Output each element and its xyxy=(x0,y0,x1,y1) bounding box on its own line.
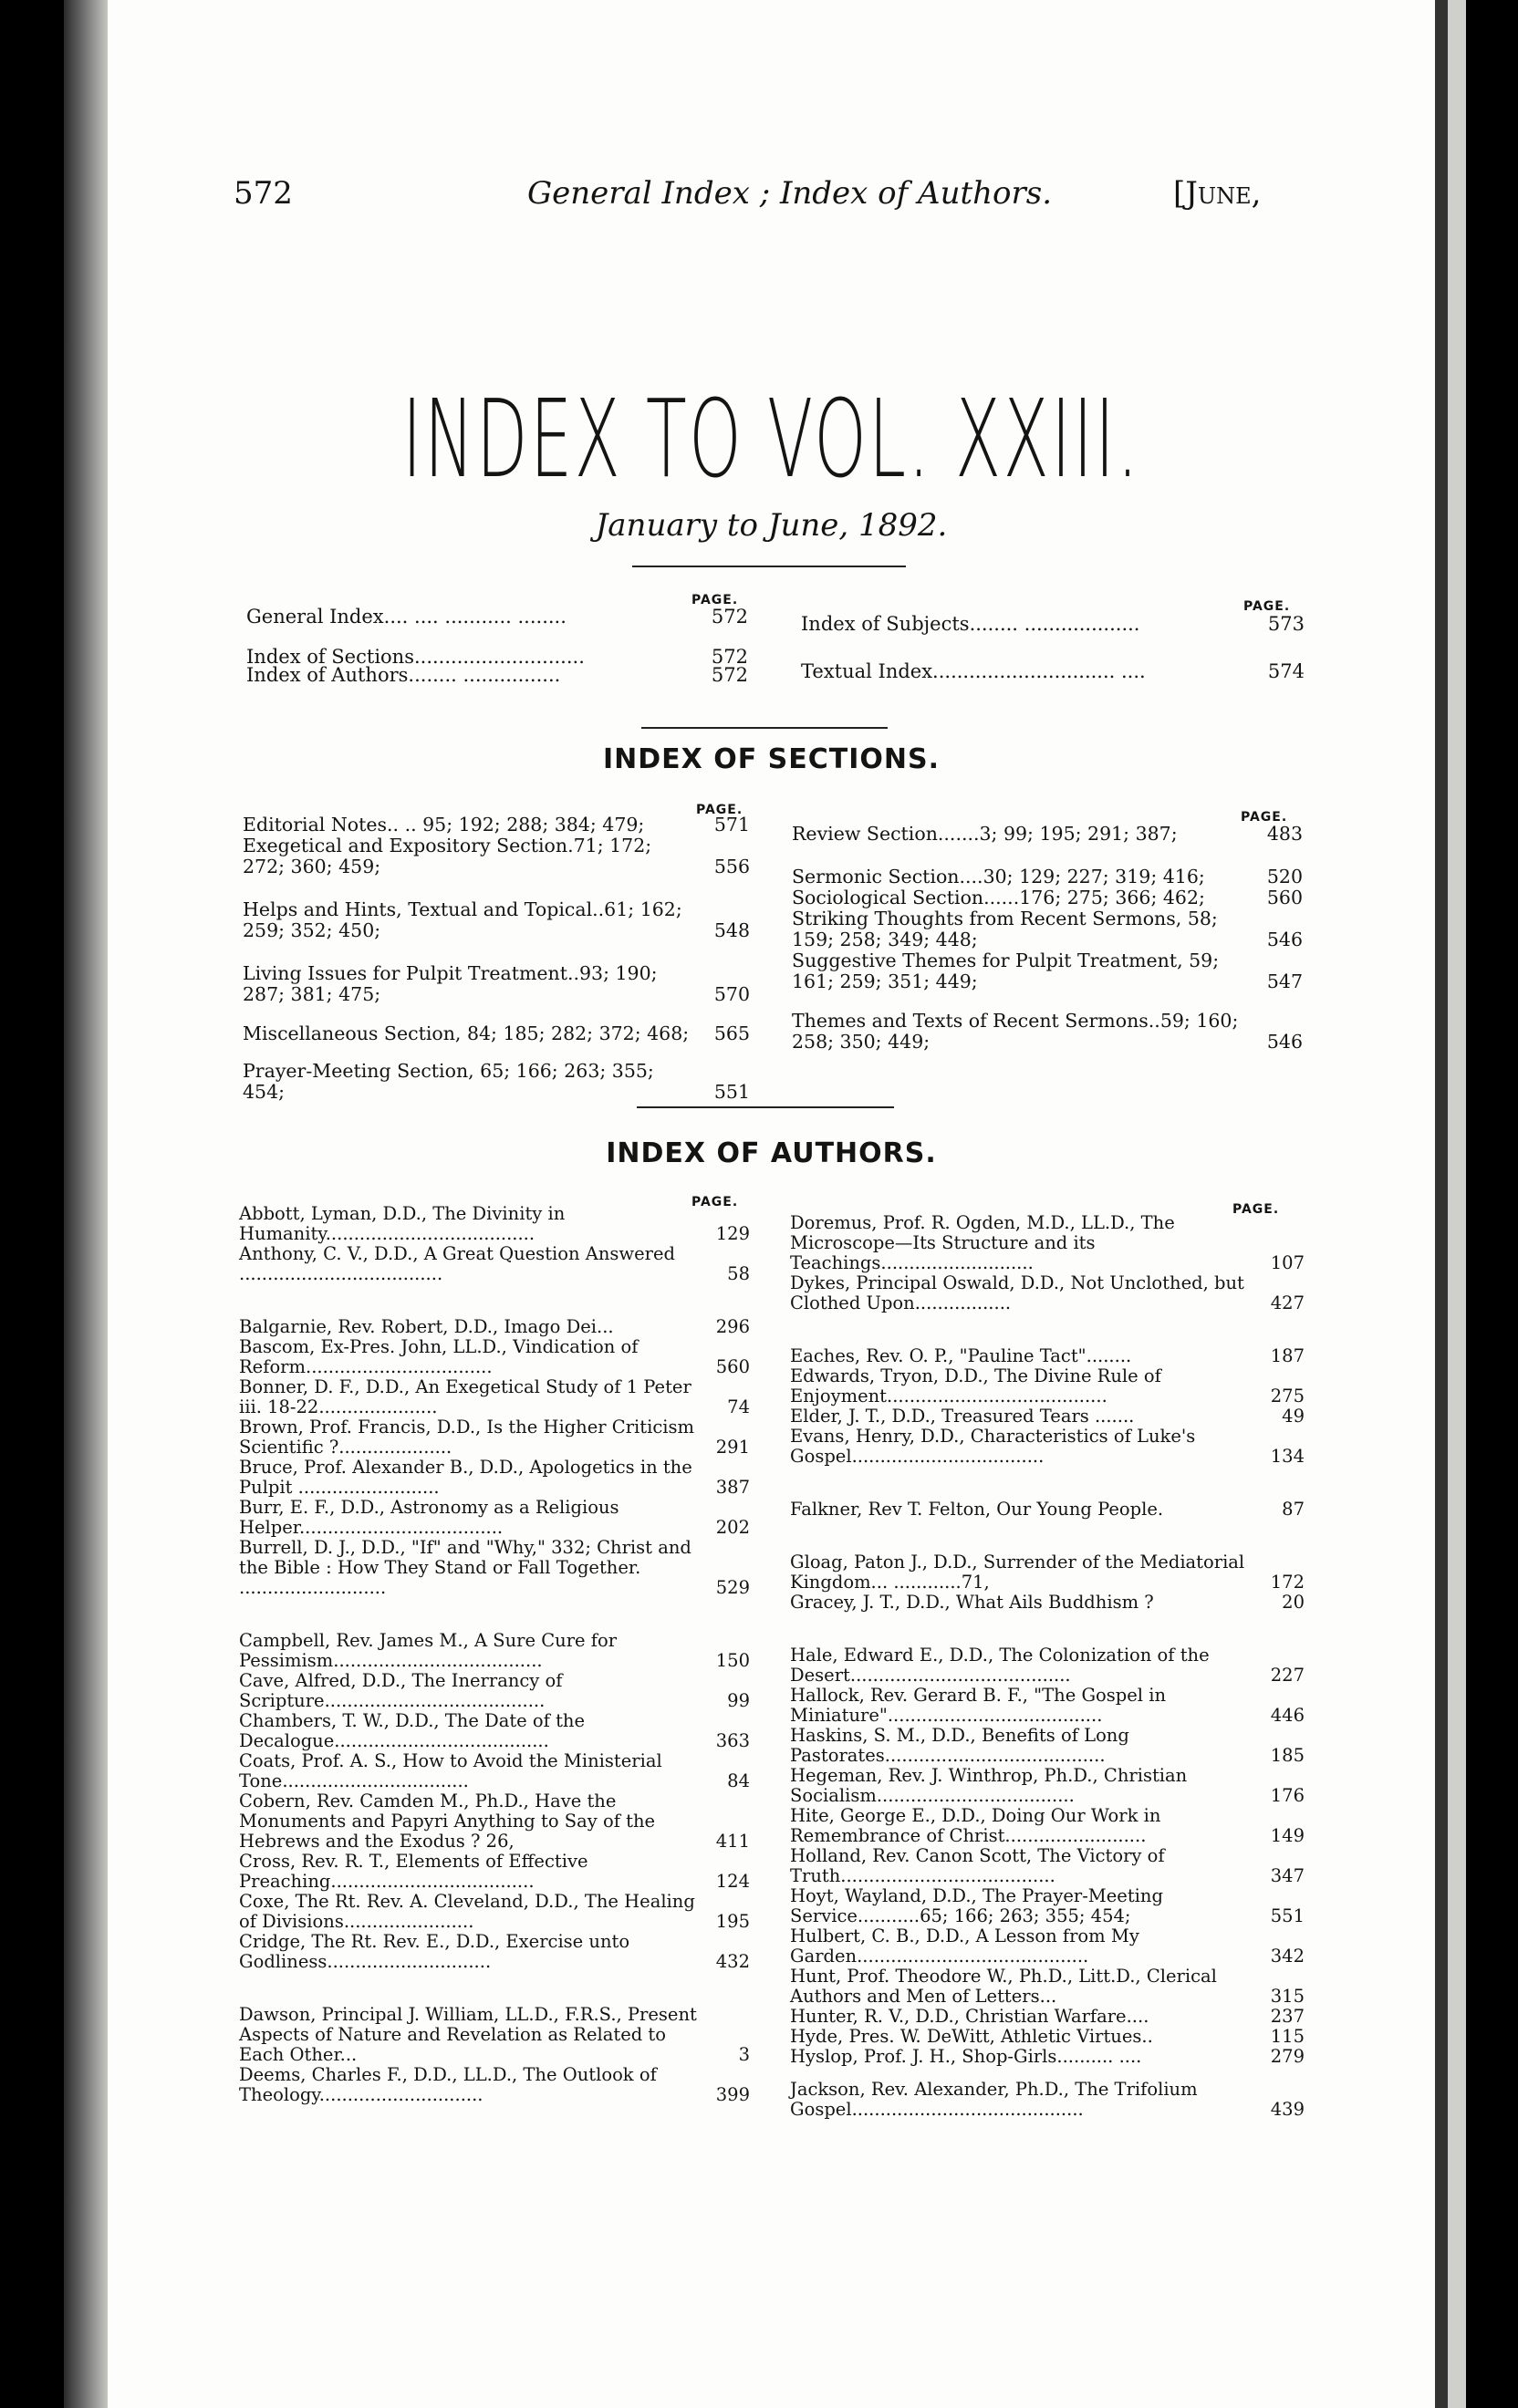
contents-entry: Index of Sections............................ 572 xyxy=(246,646,748,668)
author-entry: Falkner, Rev T. Felton, Our Young People. 87 xyxy=(790,1499,1305,1520)
contents-right xyxy=(801,611,1305,684)
author-entry: Hunt, Prof. Theodore W., Ph.D., Litt.D., Clerical Authors and Men of Letters... 315 xyxy=(790,1966,1305,2007)
author-entry: Hunter, R. V., D.D., Christian Warfare.... 237 xyxy=(790,2006,1305,2027)
author-entry: Chambers, T. W., D.D., The Date of the Decalogue...................................... 363 xyxy=(239,1710,750,1751)
running-head-title: General Index ; Index of Authors. xyxy=(527,175,1053,212)
author-entry: Doremus, Prof. R. Ogden, M.D., LL.D., The Microscope—Its Structure and its Teachings........................... 107 xyxy=(790,1212,1305,1273)
author-entry: Hite, George E., D.D., Doing Our Work in Remembrance of Christ......................... 149 xyxy=(790,1805,1305,1846)
divider xyxy=(641,727,888,729)
author-entry: Bascom, Ex-Pres. John, LL.D., Vindication of Reform................................. 560 xyxy=(239,1336,750,1377)
author-entry: Gracey, J. T., D.D., What Ails Buddhism ? 20 xyxy=(790,1592,1305,1613)
sections-left xyxy=(243,815,750,1103)
author-entry: Edwards, Tryon, D.D., The Divine Rule of Enjoyment....................................... 275 xyxy=(790,1365,1305,1406)
author-entry: Hallock, Rev. Gerard B. F., "The Gospel in Miniature"...................................... 446 xyxy=(790,1685,1305,1726)
section-entry: Exegetical and Expository Section.71; 172; 272; 360; 459; 556 xyxy=(243,835,750,877)
author-entry: Hyde, Pres. W. DeWitt, Athletic Virtues.. 115 xyxy=(790,2026,1305,2047)
sections-right xyxy=(792,824,1303,1053)
authors-right xyxy=(790,1213,1305,2120)
author-entry: Cobern, Rev. Camden M., Ph.D., Have the Monuments and Papyri Anything to Say of the Hebrews and the Exodus ? 26, 411 xyxy=(239,1790,750,1852)
author-entry: Burrell, D. J., D.D., "If" and "Why," 332; Christ and the Bible : How They Stand or Fall Together. .......................... 529 xyxy=(239,1537,750,1598)
section-entry: Prayer-Meeting Section, 65; 166; 263; 355; 454; 551 xyxy=(243,1060,750,1103)
section-entry: Review Section.......3; 99; 195; 291; 387; 483 xyxy=(792,823,1303,845)
contents-left xyxy=(246,604,748,688)
author-entry: Cave, Alfred, D.D., The Inerrancy of Scripture....................................... 99 xyxy=(239,1670,750,1711)
author-entry: Dawson, Principal J. William, LL.D., F.R.S., Present Aspects of Nature and Revelation as Related to Each Other... 3 xyxy=(239,2004,750,2065)
author-entry: Abbott, Lyman, D.D., The Divinity in Humanity..................................... 129 xyxy=(239,1203,750,1244)
section-entry: Suggestive Themes for Pulpit Treatment, 59; 161; 259; 351; 449; 547 xyxy=(792,950,1303,992)
section-entry: Striking Thoughts from Recent Sermons, 58; 159; 258; 349; 448; 546 xyxy=(792,908,1303,950)
author-entry: Holland, Rev. Canon Scott, The Victory of Truth...................................... 347 xyxy=(790,1845,1305,1886)
page-label: PAGE. xyxy=(691,1195,739,1209)
contents-entry: Index of Authors........ ................ 572 xyxy=(246,664,748,686)
author-entry: Hulbert, C. B., D.D., A Lesson from My Garden......................................... 342 xyxy=(790,1925,1305,1967)
section-entry: Sermonic Section....30; 129; 227; 319; 416; 520 xyxy=(792,866,1303,887)
book-page xyxy=(108,0,1435,2408)
page-title: INDEX TO VOL. XXIII. xyxy=(401,376,1141,502)
author-entry: Bruce, Prof. Alexander B., D.D., Apologetics in the Pulpit ......................... 387 xyxy=(239,1457,750,1498)
author-entry: Balgarnie, Rev. Robert, D.D., Imago Dei... 296 xyxy=(239,1316,750,1337)
author-entry: Jackson, Rev. Alexander, Ph.D., The Trifolium Gospel......................................... 439 xyxy=(790,2079,1305,2120)
author-entry: Hale, Edward E., D.D., The Colonization of the Desert....................................... 227 xyxy=(790,1645,1305,1686)
author-entry: Eaches, Rev. O. P., "Pauline Tact"........ 187 xyxy=(790,1345,1305,1366)
page-number: 572 xyxy=(234,175,293,212)
page-label: PAGE. xyxy=(691,593,739,607)
author-entry: Dykes, Principal Oswald, D.D., Not Unclothed, but Clothed Upon................. 427 xyxy=(790,1272,1305,1313)
sections-heading: INDEX OF SECTIONS. xyxy=(602,743,941,775)
author-entry: Anthony, C. V., D.D., A Great Question Answered .................................... 58 xyxy=(239,1243,750,1284)
author-entry: Bonner, D. F., D.D., An Exegetical Study of 1 Peter iii. 18-22..................... 74 xyxy=(239,1376,750,1417)
page-label: PAGE. xyxy=(696,803,743,817)
author-entry: Hyslop, Prof. J. H., Shop-Girls.......... .... 279 xyxy=(790,2046,1305,2067)
page-label: PAGE. xyxy=(1243,599,1291,614)
contents-entry: Textual Index.............................. .... 574 xyxy=(801,660,1305,682)
author-entry: Gloag, Paton J., D.D., Surrender of the Mediatorial Kingdom... ............71, 172 xyxy=(790,1552,1305,1593)
author-entry: Hegeman, Rev. J. Winthrop, Ph.D., Christian Socialism................................... 176 xyxy=(790,1765,1305,1806)
author-entry: Cross, Rev. R. T., Elements of Effective Preaching.................................... 124 xyxy=(239,1851,750,1892)
contents-entry: Index of Subjects........ ................... 573 xyxy=(801,613,1305,635)
author-entry: Elder, J. T., D.D., Treasured Tears ....... 49 xyxy=(790,1406,1305,1427)
author-entry: Evans, Henry, D.D., Characteristics of Luke's Gospel.................................. 134 xyxy=(790,1426,1305,1467)
section-entry: Living Issues for Pulpit Treatment..93; 190; 287; 381; 475; 570 xyxy=(243,962,750,1005)
author-entry: Coxe, The Rt. Rev. A. Cleveland, D.D., The Healing of Divisions....................... 195 xyxy=(239,1891,750,1932)
authors-heading: INDEX OF AUTHORS. xyxy=(606,1137,937,1169)
author-entry: Campbell, Rev. James M., A Sure Cure for Pessimism..................................... 150 xyxy=(239,1630,750,1671)
section-entry: Helps and Hints, Textual and Topical..61; 162; 259; 352; 450; 548 xyxy=(243,898,750,941)
author-entry: Burr, E. F., D.D., Astronomy as a Religious Helper.................................... 202 xyxy=(239,1497,750,1538)
author-entry: Cridge, The Rt. Rev. E., D.D., Exercise unto Godliness............................. 432 xyxy=(239,1931,750,1972)
page-label: PAGE. xyxy=(1232,1202,1280,1217)
author-entry: Coats, Prof. A. S., How to Avoid the Ministerial Tone................................. 84 xyxy=(239,1750,750,1791)
section-entry: Sociological Section......176; 275; 366; 462; 560 xyxy=(792,887,1303,908)
author-entry: Haskins, S. M., D.D., Benefits of Long Pastorates....................................... 185 xyxy=(790,1725,1305,1766)
authors-left xyxy=(239,1204,750,2105)
page-subtitle: January to June, 1892. xyxy=(595,507,948,544)
section-entry: Themes and Texts of Recent Sermons..59; 160; 258; 350; 449; 546 xyxy=(792,1010,1303,1053)
author-entry: Hoyt, Wayland, D.D., The Prayer-Meeting Service...........65; 166; 263; 355; 454; 551 xyxy=(790,1885,1305,1926)
page-edge xyxy=(1435,0,1448,2408)
section-entry: Editorial Notes.. .. 95; 192; 288; 384; 479; 571 xyxy=(243,814,750,836)
divider xyxy=(637,1106,894,1108)
author-entry: Brown, Prof. Francis, D.D., Is the Higher Criticism Scientific ?.................... 291 xyxy=(239,1417,750,1458)
page-label: PAGE. xyxy=(1241,810,1288,825)
running-head-month: [June, xyxy=(1173,175,1262,212)
contents-entry: General Index.... .... ........... ........ 572 xyxy=(246,606,748,628)
author-entry: Deems, Charles F., D.D., LL.D., The Outlook of Theology............................. 399 xyxy=(239,2064,750,2105)
adjacent-page-strip xyxy=(1448,0,1466,2408)
divider xyxy=(632,566,906,567)
section-entry: Miscellaneous Section, 84; 185; 282; 372; 468; 565 xyxy=(243,1022,750,1044)
